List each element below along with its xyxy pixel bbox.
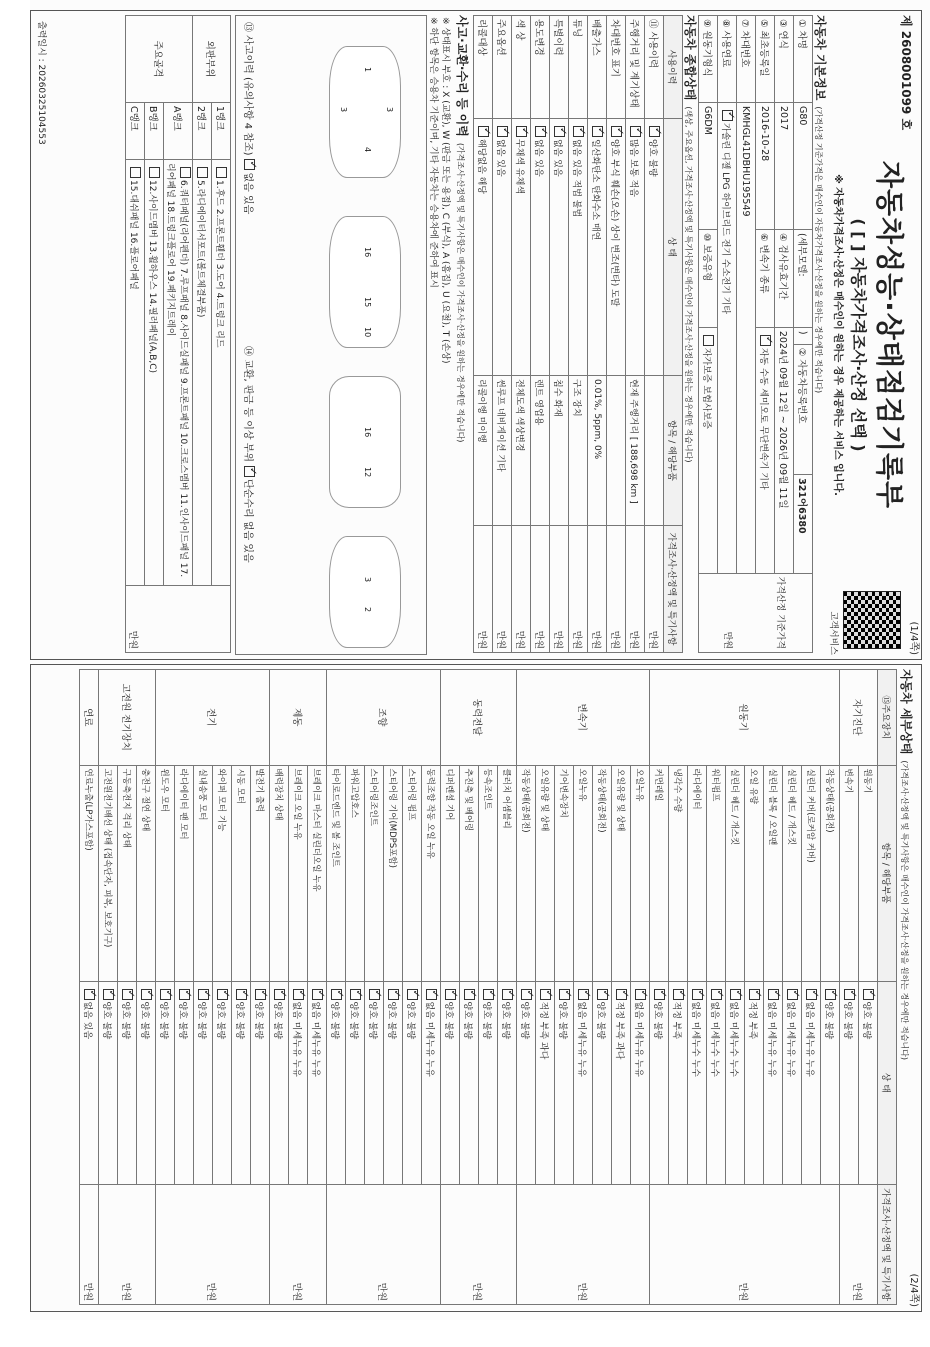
item-label: 작동상태(공회전) xyxy=(517,765,536,981)
item-state: ✓없음 미세누유 누유 xyxy=(802,981,821,1185)
basic-row-first-reg xyxy=(756,16,775,653)
item-label: 워터펌프 xyxy=(707,765,726,981)
car-top-view-icon: 1 3 3 4 xyxy=(329,46,401,178)
item-state: ✓없음 미세누수 누수 xyxy=(707,981,726,1185)
item-state: ✓양호 불량 xyxy=(232,981,251,1185)
page-1 xyxy=(30,10,922,660)
group-label: 연료 xyxy=(80,670,99,766)
repair-row: ⑭ 교환, 판금 등 이상 부위✓단순수리 없음 있음 xyxy=(242,346,257,563)
item-label: 배력장치 상태 xyxy=(270,765,289,981)
row-state: ✓없음 있음 xyxy=(493,119,512,376)
group-label: 자기진단 xyxy=(840,670,878,766)
row-state: ✓양호 부식 훼손(오손) 상이 변조(변타) 도말 xyxy=(607,119,626,376)
item-state: ✓없음 미세누유 누유 xyxy=(308,981,327,1185)
basic-row-model xyxy=(794,16,813,653)
structure-b-items: 12.사이드멤버 13.휠하우스 14.필러패널(A,B,C) xyxy=(145,160,164,586)
cell-label: ⑥ 변속기 종류 xyxy=(756,230,775,328)
item-label: 충전구 절연 상태 xyxy=(137,765,156,981)
overall-row xyxy=(607,16,626,653)
col-header: 상 태 xyxy=(664,119,683,376)
document-note: ※ 자동차가격조사·산정은 매수인이 원하는 경우 제공하는 서비스 입니다. xyxy=(832,174,843,496)
item-state: ✓적정 부족 과다 xyxy=(612,981,631,1185)
item-label: 커먼레일 xyxy=(650,765,669,981)
item-label: 기어변속장치 xyxy=(555,765,574,981)
item-state: ✓양호 불량 xyxy=(555,981,574,1185)
row-state: ✓해당없음 해당 xyxy=(474,119,493,376)
row-detail xyxy=(607,376,626,526)
item-state: ✓양호 불량 xyxy=(821,981,840,1185)
print-date: 출력일시 : 20260325104553 xyxy=(36,21,46,145)
overall-row xyxy=(493,16,512,653)
unit-label: 만원 xyxy=(441,1185,517,1305)
car-diagram-area xyxy=(235,15,427,655)
plate-number: 321어6380 xyxy=(794,475,813,573)
row-state: ✓무채색 유채색 xyxy=(512,119,531,376)
fuel-options: ✓가솔린 디젤 LPG 하이브리드 전기 수소전기 기타 xyxy=(718,103,737,574)
panel-table xyxy=(125,15,231,653)
cell-label: (세부모델: xyxy=(794,230,813,328)
cell-label: ⑧ 사용연료 xyxy=(718,16,737,103)
item-label: 시동 모터 xyxy=(232,765,251,981)
unit-label: 만원 xyxy=(99,1185,156,1305)
page-number: (2/4쪽) xyxy=(908,1273,919,1307)
document-title: 자동차성능·상태점검기록부 xyxy=(873,160,906,510)
item-state: ✓적정 부족 과다 xyxy=(536,981,555,1185)
basic-info-table xyxy=(698,15,813,653)
item-label: 냉각수 수량 xyxy=(669,765,688,981)
item-state: ✓양호 불량 xyxy=(365,981,384,1185)
overall-row xyxy=(569,16,588,653)
row-detail: 침수 화재 xyxy=(550,376,569,526)
cell-label: ⑤ 최초등록일 xyxy=(756,16,775,103)
rank-label: C랭크 xyxy=(126,103,145,160)
row-state: ✓없음 있음 xyxy=(550,119,569,376)
item-label: 윈도우 모터 xyxy=(156,765,175,981)
cell-value: 2017 xyxy=(775,103,794,230)
row-label: 주요옵션 xyxy=(493,16,512,119)
cell-label: ① 차명 xyxy=(794,16,813,103)
cell-label: ③ 연식 xyxy=(775,16,794,103)
service-badge: 고객서비스 xyxy=(828,611,838,655)
cell-value: G80 xyxy=(794,103,813,230)
row-label: 차대번호 표기 xyxy=(607,16,626,119)
basic-row-year xyxy=(775,16,794,653)
transmission-options: ✓자동 수동 세미오토 무단변속기 기타 xyxy=(756,327,775,573)
warranty-options: 자가보증 보험사보증 xyxy=(699,327,718,573)
item-label: 등속조인트 xyxy=(479,765,498,981)
rank-label: 1랭크 xyxy=(212,103,231,160)
row-state: ✓일산화탄소 탄화수소 매연 xyxy=(588,119,607,376)
overall-row xyxy=(474,16,493,653)
car-underbody-view-icon: 16 12 xyxy=(329,376,401,508)
item-label: 오일누유 xyxy=(574,765,593,981)
unit-label: 만원 xyxy=(517,1185,650,1305)
detail-row xyxy=(251,670,270,1305)
cell-value: 2016-10-28 xyxy=(756,103,775,230)
col-header: 사용이력 xyxy=(664,16,683,119)
item-state: ✓양호 불량 xyxy=(479,981,498,1185)
item-state: ✓양호 불량 xyxy=(403,981,422,1185)
overall-row xyxy=(550,16,569,653)
unit-label: 만원 xyxy=(569,526,588,653)
item-label: 오일누유 xyxy=(631,765,650,981)
rank-label: B랭크 xyxy=(145,103,164,160)
item-label: 브레이크 오일 누유 xyxy=(289,765,308,981)
vin-value: KMHGL41DBHU195549 xyxy=(737,103,756,574)
item-state: ✓없음 있음 xyxy=(80,981,99,1185)
detail-row xyxy=(498,670,517,1305)
item-state: ✓양호 불량 xyxy=(251,981,270,1185)
item-state: ✓양호 불량 xyxy=(498,981,517,1185)
item-label: 라디에이터 xyxy=(688,765,707,981)
rank2-items: 5.라디에이터서포트(볼트체결부품) xyxy=(193,160,212,586)
row-detail: 구조 장치 xyxy=(569,376,588,526)
cell-value: 2024년 09월 12일 ~ 2026년 09월 11일 xyxy=(775,327,794,573)
item-label: 실린더 헤드 / 개스킷 xyxy=(783,765,802,981)
inspection-sheet xyxy=(30,0,930,1320)
detail-table xyxy=(79,669,897,1305)
unit-label: 만원 xyxy=(626,526,645,653)
row-detail: 0.01%, 5ppm, 0% xyxy=(588,376,607,526)
unit-label: 만원 xyxy=(126,586,231,653)
col-header: 가격조사·산정액 및 특기사항 xyxy=(878,1185,897,1305)
accident-header: 사고·교환·수리 등 이력(가격조사·산정액 및 특기사항은 매수인이 가격조사·산정을 원하는 경우에만 적습니다) xyxy=(455,15,469,443)
item-label: 작동상태(공회전) xyxy=(821,765,840,981)
row-detail xyxy=(645,376,664,526)
group-label: 고전원 전기장치 xyxy=(99,670,156,766)
item-label: 타이로드엔드 및 볼 조인트 xyxy=(327,765,346,981)
row-state: ✓많음 보통 적음 xyxy=(626,119,645,376)
item-label: 브레이크 마스터 실린더오일 누유 xyxy=(308,765,327,981)
item-label: 원동기 xyxy=(859,765,878,981)
item-state: ✓없음 미세누유 누유 xyxy=(631,981,650,1185)
basic-row-engine xyxy=(699,16,718,653)
item-label: 스티어링 기어(MDPS포함) xyxy=(384,765,403,981)
item-label: 디퍼렌셜 기어 xyxy=(441,765,460,981)
item-state: ✓적정 부족 xyxy=(745,981,764,1185)
col-header: 상 태 xyxy=(878,981,897,1185)
rank-label: 2랭크 xyxy=(193,103,212,160)
item-state: ✓양호 불량 xyxy=(859,981,878,1185)
item-state: ✓양호 불량 xyxy=(175,981,194,1185)
col-header: ⑮주요장치 xyxy=(878,670,897,766)
item-state: ✓양호 불량 xyxy=(384,981,403,1185)
item-label: 실린더 헤드 / 개스킷 xyxy=(726,765,745,981)
structure-label: 주요골격 xyxy=(126,16,193,103)
item-state: ✓양호 불량 xyxy=(650,981,669,1185)
item-state: ✓적정 부족 xyxy=(669,981,688,1185)
row-label: 배출가스 xyxy=(588,16,607,119)
group-label: 원동기 xyxy=(650,670,840,766)
item-state: ✓양호 불량 xyxy=(441,981,460,1185)
item-state: ✓양호 불량 xyxy=(346,981,365,1185)
item-label: 실린더 블록 / 오일팬 xyxy=(764,765,783,981)
row-state: ✓없음 있음 xyxy=(531,119,550,376)
basic-row-fuel xyxy=(718,16,737,653)
cell-label: ④ 검사유효기간 xyxy=(775,230,794,328)
unit-label: 만원 xyxy=(327,1185,441,1305)
overall-row xyxy=(531,16,550,653)
legend-text-2: ※ 하단 항목은 승용차 기준이며, 기타 자동차는 승용차에 준하여 표시 xyxy=(428,17,438,288)
row-label: 리콜대상 xyxy=(474,16,493,119)
item-state: ✓없음 미세누유 누유 xyxy=(764,981,783,1185)
item-label: 와이퍼 모터 기능 xyxy=(213,765,232,981)
cell-value: ) xyxy=(794,327,813,344)
overall-row xyxy=(588,16,607,653)
row-detail: 리콜이행 미이행 xyxy=(474,376,493,526)
group-label: 전기 xyxy=(156,670,270,766)
item-label: 클러치 어셈블리 xyxy=(498,765,517,981)
cell-label: ⑨ 원동기형식 xyxy=(699,16,718,103)
rank-label: A랭크 xyxy=(164,103,193,160)
row-detail: 렌트 영업용 xyxy=(531,376,550,526)
overall-row xyxy=(512,16,531,653)
unit-label: 만원 xyxy=(840,1185,878,1305)
item-label: 동력조향 작동 오일 누유 xyxy=(422,765,441,981)
page-number: (1/4쪽) xyxy=(908,621,919,655)
detail-header: 자동차 세부상태(가격조사·산정액 및 특기사항은 매수인이 가격조사·산정을 원하는 경우에만 적습니다) xyxy=(899,669,913,1060)
unit-label: 만원 xyxy=(722,631,733,649)
row-label: 특별이력 xyxy=(550,16,569,119)
item-state: ✓양호 불량 xyxy=(213,981,232,1185)
group-label: 변속기 xyxy=(517,670,650,766)
unit-label: 만원 xyxy=(512,526,531,653)
unit-label: 만원 xyxy=(474,526,493,653)
group-label: 조향 xyxy=(327,670,441,766)
row-state: ✓없음 있음 적법 불법 xyxy=(569,119,588,376)
item-label: 추진축 및 베어링 xyxy=(460,765,479,981)
price-ref-cell xyxy=(699,573,813,652)
detail-row xyxy=(859,670,878,1305)
cert-number: 제 2608001099 호 xyxy=(899,15,913,131)
cell-label: ⑩ 보증유형 xyxy=(699,230,718,328)
unit-label: 만원 xyxy=(607,526,626,653)
item-label: 라디에이터 팬 모터 xyxy=(175,765,194,981)
detail-row xyxy=(137,670,156,1305)
item-state: ✓양호 불량 xyxy=(517,981,536,1185)
item-label: 오일유량 및 상태 xyxy=(536,765,555,981)
item-label: 고전원전기배선 상태 (접속단자, 피복, 보호기구) xyxy=(99,765,118,981)
item-label: 스티어링조인트 xyxy=(365,765,384,981)
basic-info-header: 자동차 기본정보(가격산정 기준가격은 매수인이 자동차가격조사·산정을 원하는 경우에만 적습니다) xyxy=(813,15,827,394)
row-label: ⑪ 사용이력 xyxy=(645,16,664,119)
item-state: ✓없음 미세누유 누유 xyxy=(422,981,441,1185)
structure-a-items: 6.쿼터패널(리어펜더) 7.루프패널 8.사이드실패널 9.프론트패널 10.크로스멤버 11.인사이드패널 17.리어패널 18.트렁크플로어 19.패키지트레이 xyxy=(164,160,193,586)
car-side-view-icon: 3 2 xyxy=(329,536,401,648)
row-label: 주행거리 및 계기상태 xyxy=(626,16,645,119)
item-state: ✓양호 불량 xyxy=(270,981,289,1185)
item-state: ✓없음 미세누유 누유 xyxy=(289,981,308,1185)
unit-label: 만원 xyxy=(550,526,569,653)
item-label: 작동상태(공회전) xyxy=(593,765,612,981)
detail-row xyxy=(422,670,441,1305)
structure-c-items: 15.대쉬패널 16.플로어패널 xyxy=(126,160,145,586)
overall-row xyxy=(626,16,645,653)
item-state: ✓양호 불량 xyxy=(840,981,859,1185)
item-label: 구동축전지 격리 상태 xyxy=(118,765,137,981)
row-detail: 썬루프 네비게이션 기타 xyxy=(493,376,512,526)
item-label: 오일 유량 xyxy=(745,765,764,981)
page-2 xyxy=(30,664,922,1312)
overall-header: 자동차 종합상태(색상, 주요옵션, 가격조사·산정액 및 특기사항은 매수인이 가격조사·산정을 원하는 경우에만 적습니다) xyxy=(683,15,697,463)
unit-label: 만원 xyxy=(156,1185,270,1305)
cell-value: G6DM xyxy=(699,103,718,230)
unit-label: 만원 xyxy=(645,526,664,653)
item-label: 오일유량 및 상태 xyxy=(612,765,631,981)
col-header: 항목 / 해당부품 xyxy=(664,376,683,526)
unit-label: 만원 xyxy=(531,526,550,653)
unit-label: 만원 xyxy=(650,1185,840,1305)
row-detail: 현재 주행거리 [ 188,698 km ] xyxy=(626,376,645,526)
item-state: ✓양호 불량 xyxy=(460,981,479,1185)
item-state: ✓양호 불량 xyxy=(593,981,612,1185)
item-state: ✓없음 미세누유 누유 xyxy=(574,981,593,1185)
item-state: ✓없음 미세누수 누수 xyxy=(726,981,745,1185)
price-ref-label: 가격산정 기준가격 xyxy=(775,576,786,649)
unit-label: 만원 xyxy=(588,526,607,653)
item-state: ✓없음 미세누수 누수 xyxy=(688,981,707,1185)
row-label: 색 상 xyxy=(512,16,531,119)
group-label: 제동 xyxy=(270,670,327,766)
detail-row xyxy=(308,670,327,1305)
accident-row: ⑬ 사고이력 (유의사항 4 참조)✓없음 있음 xyxy=(242,22,257,214)
rank1-items: 1.후드 2.프론트휀더 3.도어 4.트렁크 리드 xyxy=(212,160,231,586)
item-label: 연료누출(LP가스포함) xyxy=(80,765,99,981)
legend-text: ※ 상태표시 부호 : X (교환), W (판금 또는 용접), C (부식), A (흠집), U (요철), T (손상) xyxy=(440,17,450,364)
item-label: 변속기 xyxy=(840,765,859,981)
overall-row xyxy=(645,16,664,653)
detail-row xyxy=(80,670,99,1305)
item-label: 파워고압호스 xyxy=(346,765,365,981)
detail-row xyxy=(631,670,650,1305)
item-state: ✓양호 불량 xyxy=(118,981,137,1185)
item-state: ✓양호 불량 xyxy=(137,981,156,1185)
row-state: ✓양호 불량 xyxy=(645,119,664,376)
item-state: ✓양호 불량 xyxy=(194,981,213,1185)
cell-label: ② 자동차등록번호 xyxy=(794,344,813,474)
basic-row-vin xyxy=(737,16,756,653)
document-subtitle: ( [ ] 자동차가격조사·산정 선택 ) xyxy=(849,218,868,452)
row-label: 용도변경 xyxy=(531,16,550,119)
row-detail: 전체도색 색상변경 xyxy=(512,376,531,526)
item-state: ✓양호 불량 xyxy=(156,981,175,1185)
row-label: 튜닝 xyxy=(569,16,588,119)
item-label: 실내송풍 모터 xyxy=(194,765,213,981)
unit-label: 만원 xyxy=(493,526,512,653)
unit-label: 만원 xyxy=(80,1185,99,1305)
item-label: 스티어링 펌프 xyxy=(403,765,422,981)
item-label: 발전기 출력 xyxy=(251,765,270,981)
outer-panel-label: 외판부위 xyxy=(193,16,231,103)
detail-row xyxy=(821,670,840,1305)
overall-table xyxy=(473,15,683,653)
col-header: 항목 / 해당부품 xyxy=(878,765,897,981)
cell-label: ⑦ 차대번호 xyxy=(737,16,756,103)
car-frame-view-icon: 16 15 10 xyxy=(329,216,401,348)
group-label: 동력전달 xyxy=(441,670,517,766)
item-state: ✓양호 불량 xyxy=(327,981,346,1185)
unit-label: 만원 xyxy=(270,1185,327,1305)
item-label: 실린더 커버(로커암 커버) xyxy=(802,765,821,981)
col-header: 가격조사·산정액 및 특기사항 xyxy=(664,526,683,653)
item-state: ✓양호 불량 xyxy=(99,981,118,1185)
item-state: ✓없음 미세누유 누유 xyxy=(783,981,802,1185)
